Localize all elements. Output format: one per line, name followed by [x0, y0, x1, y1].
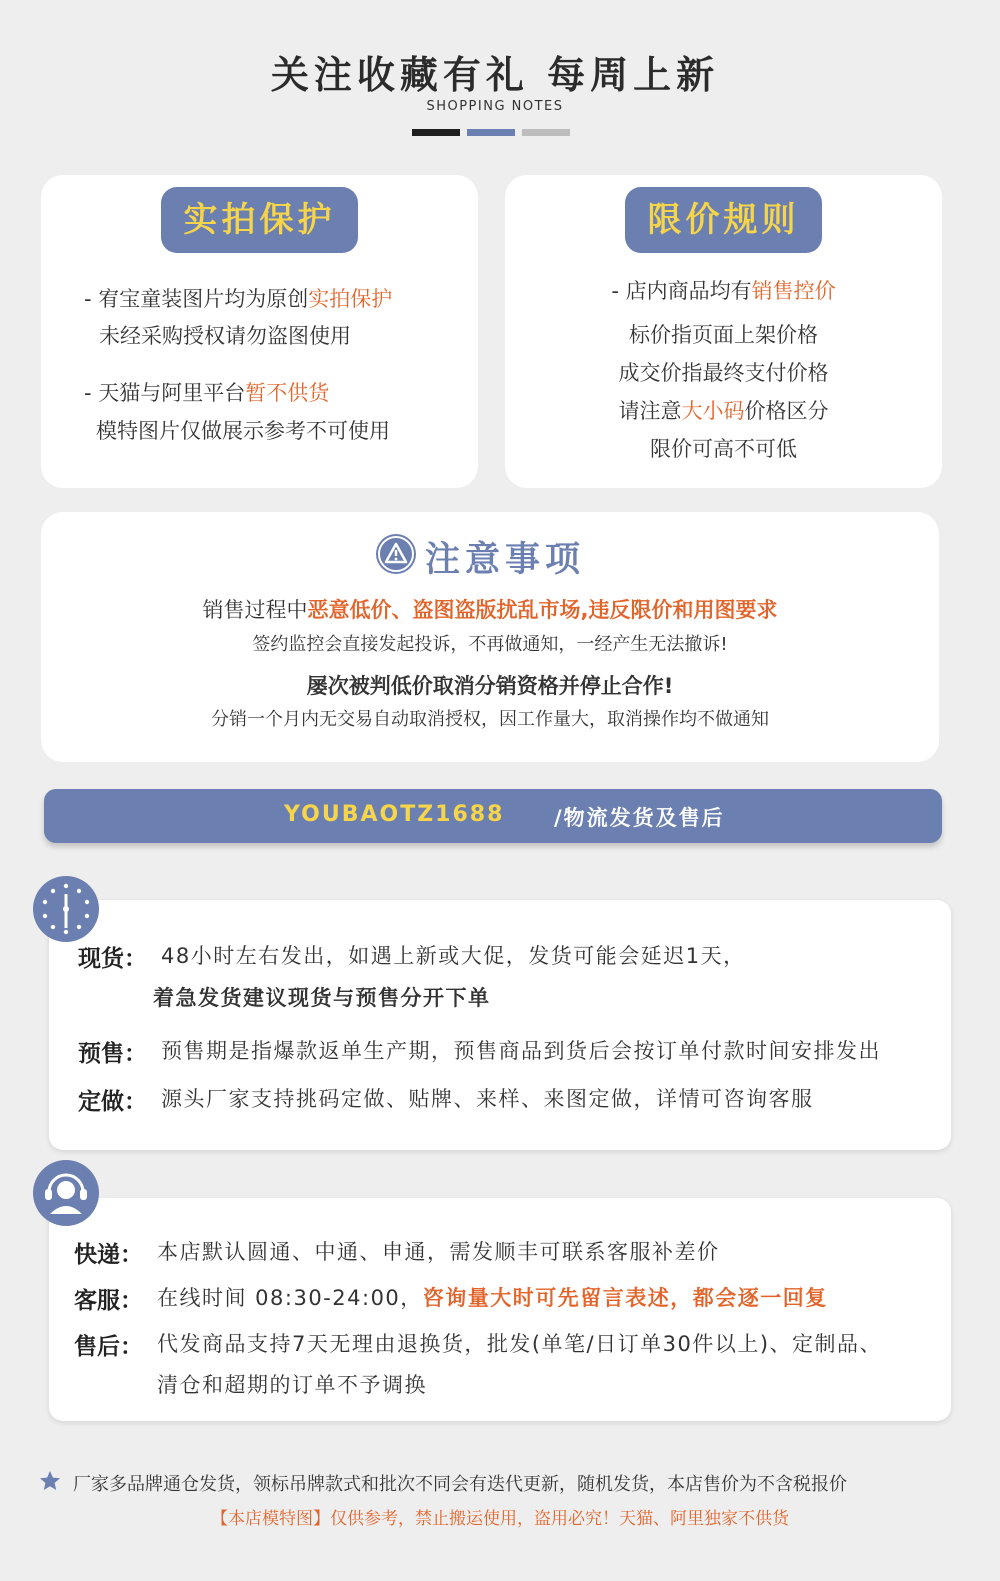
- notice-line-1-highlight: 恶意低价、盗图盗版扰乱市场,违反限价和用图要求: [307, 598, 778, 622]
- photo-line-4: 模特图片仅做展示参考不可使用: [96, 419, 390, 443]
- photo-line-3-text: - 天猫与阿里平台: [84, 381, 246, 405]
- price-line-1-text: - 店内商品均有: [611, 279, 752, 303]
- notice-line-4: 分销一个月内无交易自动取消授权，因工作量大，取消操作均不做通知: [211, 709, 769, 730]
- price-line-4-highlight: 大小码: [681, 399, 745, 423]
- customer-service-icon: [33, 1160, 99, 1226]
- divider-bar-blue: [467, 129, 515, 136]
- price-line-4: [505, 395, 942, 425]
- photo-protection-card: [41, 175, 478, 488]
- shipping-card: [49, 900, 951, 1150]
- photo-line-3-highlight: 暂不供货: [245, 381, 330, 405]
- cs-text: 在线时间 08:30-24:00，: [157, 1286, 423, 1310]
- photo-line-1: [84, 283, 392, 313]
- page-title: 关注收藏有礼 每周上新: [270, 53, 720, 97]
- custom-text: 源头厂家支持挑码定做、贴牌、来样、来图定做，详情可咨询客服: [161, 1087, 814, 1111]
- stock-label: 现货：: [78, 946, 147, 972]
- presale-label: 预售：: [78, 1041, 147, 1067]
- banner-code: YOUBAOTZ1688: [284, 802, 505, 827]
- price-line-1: [505, 275, 942, 305]
- price-line-2: 标价指页面上架价格: [629, 323, 818, 347]
- after-sales-text-2: 清仓和超期的订单不予调换: [157, 1373, 427, 1397]
- page-subtitle: SHOPPING NOTES: [426, 99, 564, 114]
- service-card: [49, 1198, 951, 1421]
- divider-bar-gray: [522, 129, 570, 136]
- star-icon: [38, 1469, 62, 1493]
- custom-label: 定做：: [78, 1089, 147, 1115]
- express-label: 快递：: [74, 1242, 143, 1268]
- warning-icon: [376, 534, 416, 574]
- express-text: 本店默认圆通、中通、申通，需发顺丰可联系客服补差价: [157, 1240, 720, 1264]
- notice-line-2: 签约监控会直接发起投诉，不再做通知，一经产生无法撤诉!: [252, 634, 728, 655]
- photo-line-1-text: - 宥宝童装图片均为原创: [84, 287, 309, 311]
- stock-highlight: 着急发货建议现货与预售分开下单: [153, 986, 491, 1010]
- price-line-1-highlight: 销售控价: [751, 279, 836, 303]
- price-line-3: 成交价指最终支付价格: [618, 361, 829, 385]
- footer-line-2: 【本店模特图】仅供参考，禁止搬运使用，盗用必究！天猫、阿里独家不供货: [211, 1509, 789, 1529]
- notice-title: 注意事项: [425, 540, 586, 580]
- stock-text: 48小时左右发出，如遇上新或大促，发货可能会延迟1天，: [161, 944, 746, 968]
- notice-line-1-text: 销售过程中: [202, 598, 308, 622]
- price-line-5: 限价可高不可低: [650, 437, 797, 461]
- photo-line-2: 未经采购授权请勿盗图使用: [99, 324, 351, 348]
- photo-line-1-highlight: 实拍保护: [308, 287, 393, 311]
- clock-icon: [33, 876, 99, 942]
- after-sales-label: 售后：: [74, 1334, 143, 1360]
- notice-card: [41, 512, 939, 762]
- price-line-4-suffix: 价格区分: [744, 399, 829, 423]
- presale-text: 预售期是指爆款返单生产期，预售商品到货后会按订单付款时间安排发出: [161, 1039, 881, 1063]
- price-rules-title: 限价规则: [625, 187, 822, 253]
- notice-line-3: 屡次被判低价取消分销资格并停止合作!: [306, 674, 674, 698]
- logistics-banner: [44, 789, 942, 843]
- cs-highlight: 咨询量大时可先留言表述，都会逐一回复: [422, 1286, 828, 1310]
- notice-line-1: [41, 594, 939, 624]
- cs-label: 客服：: [74, 1288, 143, 1314]
- divider-bar-dark: [412, 129, 460, 136]
- photo-line-3: [84, 377, 329, 407]
- cs-line: [157, 1282, 828, 1312]
- banner-text: /物流发货及售后: [554, 806, 725, 830]
- price-line-4-text: 请注意: [618, 399, 682, 423]
- photo-protection-title: 实拍保护: [161, 187, 358, 253]
- footer-line-1: 厂家多品牌通仓发货，领标吊牌款式和批次不同会有迭代更新，随机发货，本店售价为不含税报价: [73, 1474, 847, 1495]
- after-sales-text-1: 代发商品支持7天无理由退换货，批发(单笔/日订单30件以上)、定制品、: [157, 1332, 883, 1356]
- price-rules-card: [505, 175, 942, 488]
